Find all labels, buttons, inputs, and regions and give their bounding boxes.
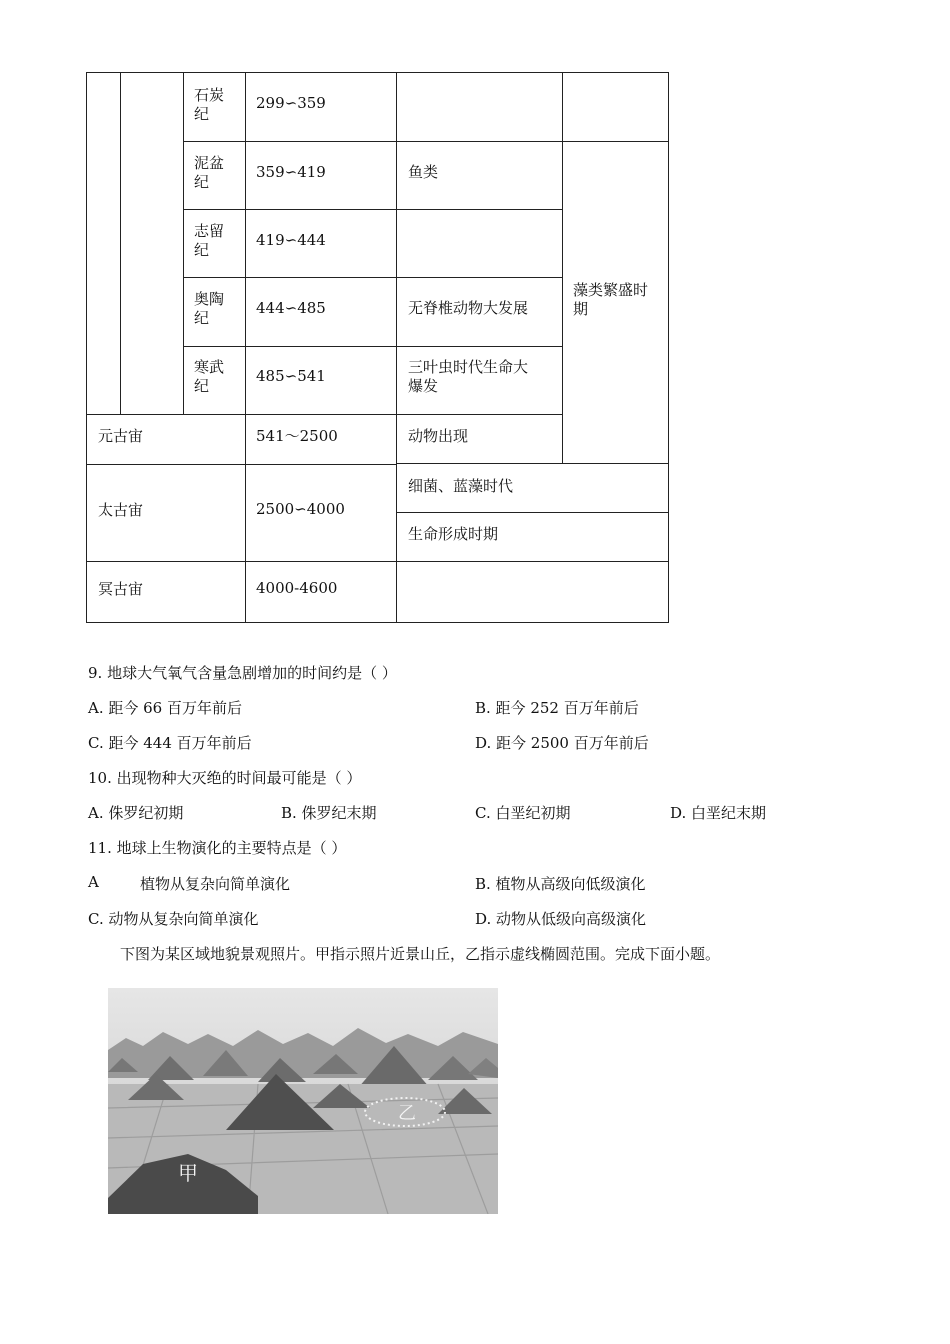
landscape-photo [108,988,498,1214]
animal-cell: 鱼类 [408,163,439,181]
question-stem: 11. 地球上生物演化的主要特点是（ ） [88,839,347,857]
option-b[interactable]: B. 侏罗纪末期 [281,804,377,822]
age-cell: 444∽485 [256,299,326,317]
question-stem: 10. 出现物种大灭绝的时间最可能是（ ） [88,769,362,787]
age-cell: 299∽359 [256,94,326,112]
question-stem: 9. 地球大气氧气含量急剧增加的时间约是（ ） [88,664,397,682]
age-cell: 485∽541 [256,367,326,385]
option-c[interactable]: C. 距今 444 百万年前后 [88,734,252,752]
option-a[interactable]: 植物从复杂向简单演化 [140,875,291,893]
eon-cell: 元古宙 [98,427,144,445]
option-d[interactable]: D. 动物从低级向高级演化 [475,910,647,928]
option-a[interactable]: A. 侏罗纪初期 [88,804,184,822]
period-cell: 泥盆 纪 [194,154,225,191]
option-b[interactable]: B. 植物从高级向低级演化 [475,875,646,893]
option-c[interactable]: C. 动物从复杂向简单演化 [88,910,259,928]
animal-cell: 三叶虫时代生命大 爆发 [408,358,529,395]
option-c[interactable]: C. 白垩纪初期 [475,804,571,822]
age-cell: 2500∽4000 [256,500,345,518]
period-cell: 寒武 纪 [194,358,225,395]
age-cell: 419∽444 [256,231,326,249]
option-d[interactable]: D. 距今 2500 百万年前后 [475,734,649,752]
option-a[interactable]: A. 距今 66 百万年前后 [88,699,242,717]
eon-cell: 冥古宙 [98,580,144,598]
age-cell: 541～2500 [256,427,338,445]
intro-paragraph: 下图为某区域地貌景观照片。甲指示照片近景山丘，乙指示虚线椭圆范围。完成下面小题。 [120,945,721,963]
option-a-letter[interactable]: A [88,873,99,891]
period-cell: 石炭 纪 [194,86,225,123]
event-cell: 细菌、蓝藻时代 [408,477,514,495]
option-b[interactable]: B. 距今 252 百万年前后 [475,699,639,717]
plant-merged-cell: 藻类繁盛时 期 [573,281,649,318]
event-cell: 生命形成时期 [408,525,499,543]
event-cell: 动物出现 [408,427,469,445]
label-yi: 乙 [398,1103,416,1124]
period-cell: 奥陶 纪 [194,290,225,327]
age-cell: 359∽419 [256,163,326,181]
period-cell: 志留 纪 [194,222,225,259]
age-cell: 4000-4600 [256,579,338,597]
label-jia: 甲 [178,1161,198,1185]
animal-cell: 无脊椎动物大发展 [408,299,529,317]
eon-cell: 太古宙 [98,501,144,519]
option-d[interactable]: D. 白垩纪末期 [670,804,767,822]
